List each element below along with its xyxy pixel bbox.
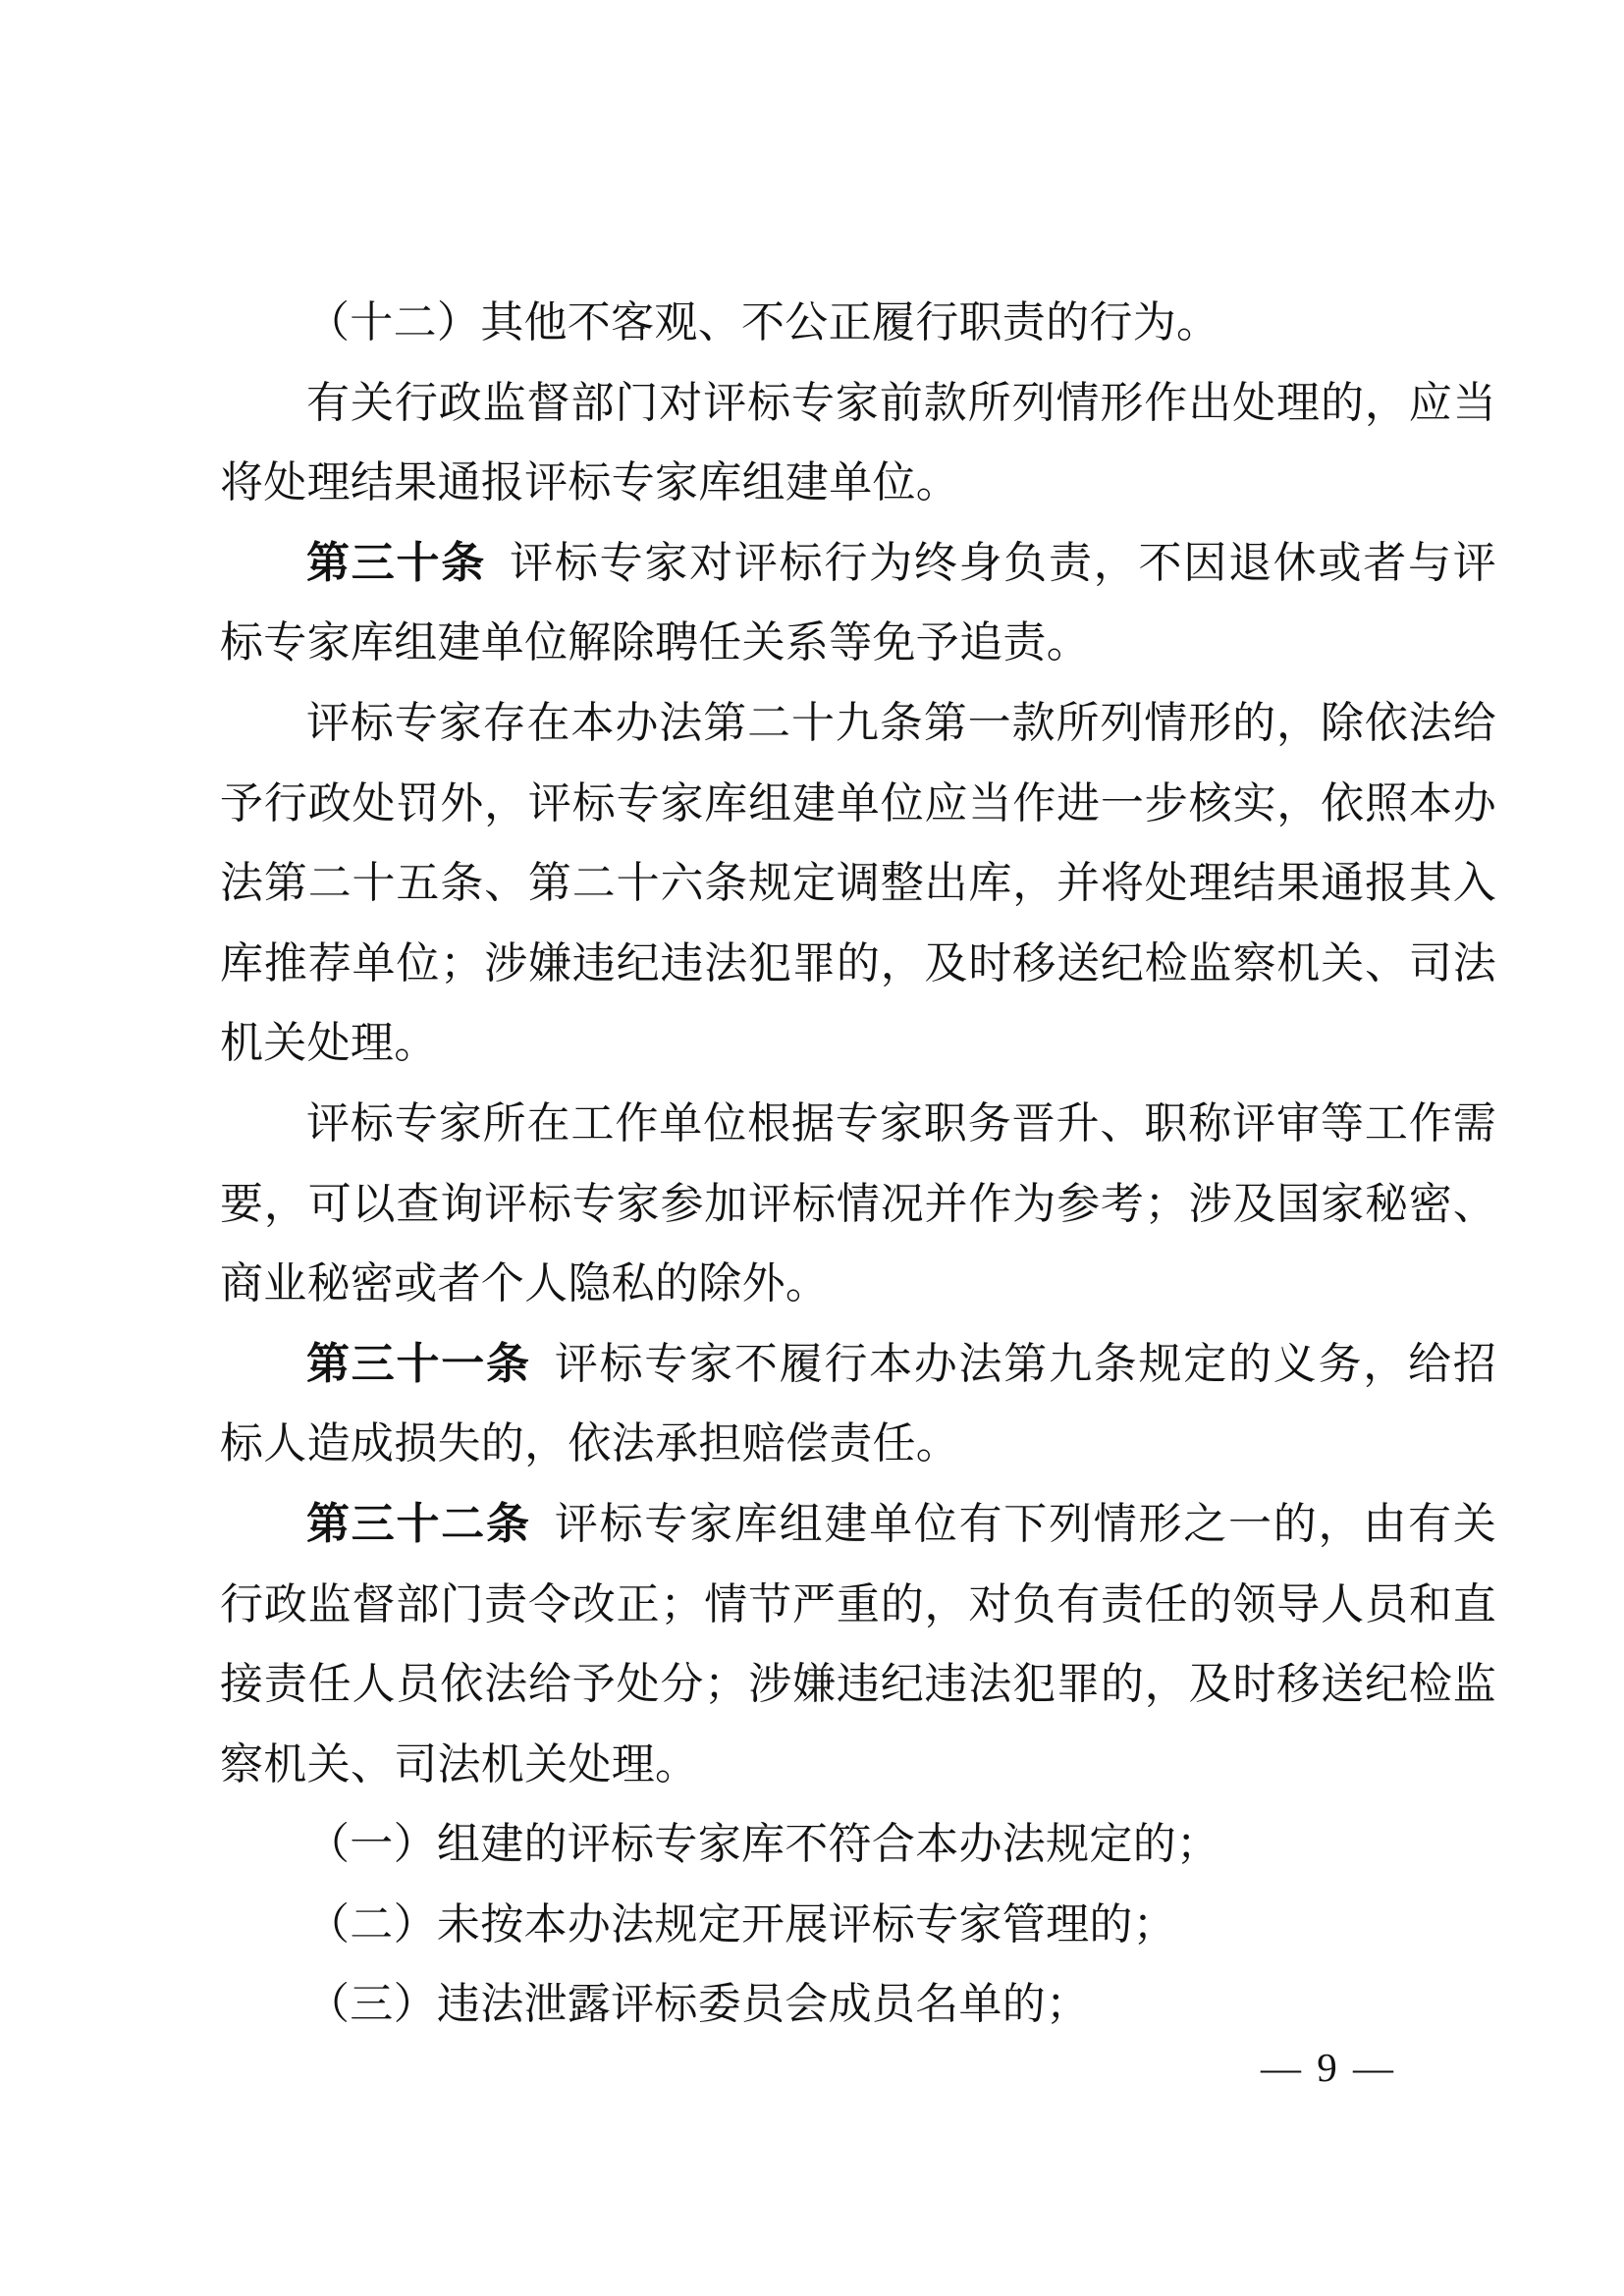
article-32 — [220, 1484, 1496, 1804]
list-item-twelve — [220, 283, 1496, 363]
article-number: 第三十二条 — [306, 1499, 531, 1548]
list-item-two — [220, 1885, 1496, 1965]
paragraph-text: 评标专家对评标行为终身负责，不因退休或者与评标专家库组建单位解除聘任关系等免予追责。 — [220, 538, 1496, 667]
document-body — [220, 283, 1496, 2045]
page-number: — 9 — — [1261, 2045, 1396, 2090]
paragraph-text: 有关行政监督部门对评标专家前款所列情形作出处理的，应当将处理结果通报评标专家库组建单位。 — [220, 378, 1496, 507]
paragraph-text: 评标专家不履行本办法第九条规定的义务，给招标人造成损失的，依法承担赔偿责任。 — [220, 1339, 1496, 1468]
paragraph — [220, 683, 1496, 1084]
article-30 — [220, 523, 1496, 683]
paragraph-text: （三）违法泄露评标委员会成员名单的； — [306, 1980, 1090, 2029]
paragraph-text: 评标专家所在工作单位根据专家职务晋升、职称评审等工作需要，可以查询评标专家参加评标情况并作为参考；涉及国家秘密、商业秘密或者个人隐私的除外。 — [220, 1098, 1496, 1308]
article-31 — [220, 1324, 1496, 1484]
list-item-three — [220, 1964, 1496, 2045]
list-item-one — [220, 1804, 1496, 1885]
paragraph — [220, 363, 1496, 523]
paragraph-text: 评标专家库组建单位有下列情形之一的，由有关行政监督部门责令改正；情节严重的，对负有责任的领导人员和直接责任人员依法给予处分；涉嫌违纪违法犯罪的，及时移送纪检监察机关、司法机关处理。 — [220, 1499, 1496, 1789]
paragraph — [220, 1084, 1496, 1324]
paragraph-text: （一）组建的评标专家库不符合本办法规定的； — [306, 1820, 1220, 1869]
article-number: 第三十一条 — [306, 1339, 531, 1388]
article-number: 第三十条 — [306, 538, 486, 587]
paragraph-text: （十二）其他不客观、不公正履行职责的行为。 — [306, 298, 1220, 347]
paragraph-text: （二）未按本办法规定开展评标专家管理的； — [306, 1899, 1176, 1949]
paragraph-text: 评标专家存在本办法第二十九条第一款所列情形的，除依法给予行政处罚外，评标专家库组建单位应当作进一步核实，依照本办法第二十五条、第二十六条规定调整出库，并将处理结果通报其入库推荐单位；涉嫌违纪违法犯罪的，及时移送纪检监察机关、司法机关处理。 — [220, 698, 1496, 1068]
